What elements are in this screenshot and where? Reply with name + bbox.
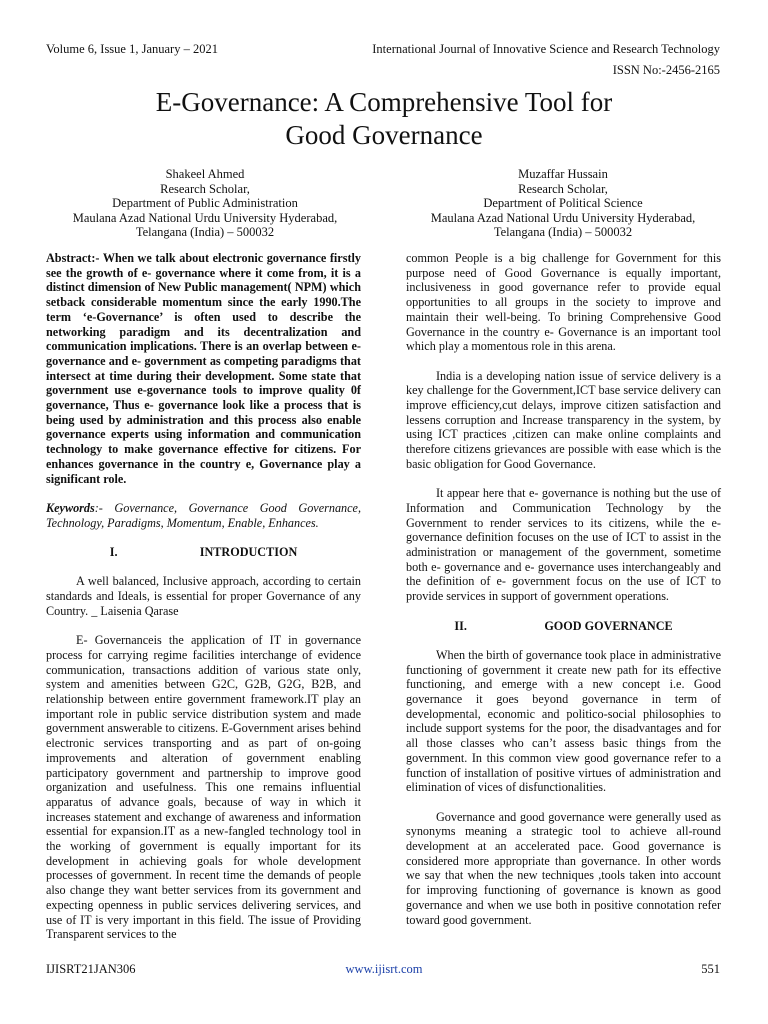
keywords [46,501,361,530]
author-department: Department of Public Administration [112,196,298,211]
section-title: GOOD GOVERNANCE [544,618,673,633]
abstract: Abstract:- When we talk about electronic governance firstly see the growth of e- governance where it come from, it is a distinct dimension of New Public management( NPM) which setback considerable momentum since the early 1990.The term ‘e-Governance’ is often used to describe the networking paradigm and its decentralization and communication implications. There is an overlap between e- governance and e- government as competing paradigms that intersect at time during their development. Some state that government use e-governance tools to improve quality 0f governance, Thus e- governance look like a process that is being used by administration and this process also enable governance experts using information and communication technology to make governance effective for citizens. For enhances governance in the country e, Governance play a significant role. [46,251,361,486]
section-heading-introduction [46,545,361,560]
author-role: Research Scholar, [518,181,608,196]
section-number: II. [454,618,467,633]
paper-title [84,86,684,152]
volume-info: Volume 6, Issue 1, January – 2021 [46,42,218,56]
right-paragraph-2: India is a developing nation issue of service delivery is a key challenge for the Government,ICT base service delivery can improve efficiency,cut delays, improve citizen satisfaction and lessens corruption and Increase transparency in the system, by using ICT practices ,citizen can make online complaints and therefore citizens grievances are possible with ease which is the basic obligation for Good Governance. [406,368,721,471]
author-university: Maulana Azad National Urdu University Hyderabad, [430,210,696,225]
journal-url-link[interactable]: www.ijisrt.com [345,962,423,976]
section-title: INTRODUCTION [199,545,298,560]
title-line-2: Good Governance [285,120,483,150]
journal-name: International Journal of Innovative Science and Research Technology [372,42,720,56]
intro-paragraph-1: A well balanced, Inclusive approach, according to certain standards and Ideals, is essential for proper Governance of any Country. _ Laisenia Qarase [46,574,361,618]
author-location: Telangana (India) – 500032 [493,225,633,240]
issn: ISSN No:-2456-2165 [612,63,720,77]
section-number: I. [109,545,118,560]
page-number: 551 [701,962,720,976]
keywords-text: :- Governance, Governance Good Governance, Technology, Paradigms, Momentum, Enable, Enhances. [46,500,361,530]
title-line-1: E-Governance: A Comprehensive Tool for [155,87,613,117]
author-name: Muzaffar Hussain [518,167,608,181]
author-block-2 [398,167,728,240]
author-university: Maulana Azad National Urdu University Hyderabad, [72,210,338,225]
left-column [46,251,361,957]
right-paragraph-5: Governance and good governance were generally used as synonyms meaning a strategic tool to achieve all-round development at an accelerated pace. Good governance is considered more appropriate than governance. In other words we say that when the new techniques ,tools taken into account for improving functioning of governance is known as good governance and when we use both in positive connotation refer toward good government. [406,809,721,927]
author-department: Department of Political Science [483,196,643,211]
right-column [406,251,721,942]
right-paragraph-3: It appear here that e- governance is nothing but the use of Information and Communication Technology by the Government to render services to its citizens, while the e-governance definition focuses on the use of ICT to assist in the administration or management of the government, sometime both e- governance and e- governance uses interchangeably and the definition of e- government focus on the use of ICT to provide services in support of government operations. [406,486,721,604]
right-paragraph-4: When the birth of governance took place in administrative functioning of government it create new path for its effective functioning, and emerge with a new concept i.e. Good governance it goes beyond governance in term of developmental, economic and politico-social philosophies to include support systems for the poor, the disadvantages and for all those classes who can’t assess basic things from the government. In this common view good governance refer to a function of installation of positive virtues of administration and elimination of vices of disfunctionalities. [406,647,721,795]
keywords-label: Keywords [46,500,95,515]
author-role: Research Scholar, [160,181,250,196]
intro-paragraph-2: E- Governanceis the application of IT in governance process for carrying regime facilities interchange of evidence communication, transactions addition of various state only, system and amenities between G2C, G2B, G2G, B2B, and relationship between entire government framework.IT play an important role in public service distribution system and made government answerable to citizens. E-Government arises behind electronic services transporting and as part of on-going improvements and alteration of government enabling participatory government and partnership to improve good organization and usefulness. This one remains influential apparatus of advance goals, because of way in which it increases statement and exchange of awareness and information essential for expansion.IT as a new-fangled technology tool in the working of government is equally important for its development in achieving goals for whole development processes of government. In recent time the demands of people also change they want better services from its government and expecting openness in public services delivering services, and use of IT is very important in this field. The issue of Providing Transparent services to the [46,633,361,942]
author-block-1 [40,167,370,240]
section-heading-good-governance [406,619,721,634]
author-location: Telangana (India) – 500032 [135,225,275,240]
author-name: Shakeel Ahmed [165,167,245,181]
right-paragraph-1: common People is a big challenge for Government for this purpose need of Good Governance is equally important, inclusiveness in good governance refer to provide equal opportunities to all groups in the society to improve and maintain their well-being. To brining Comprehensive Good Governance in the country e- Governance is an important tool which play a momentous role in this arena. [406,251,721,354]
paper-code: IJISRT21JAN306 [46,962,136,976]
